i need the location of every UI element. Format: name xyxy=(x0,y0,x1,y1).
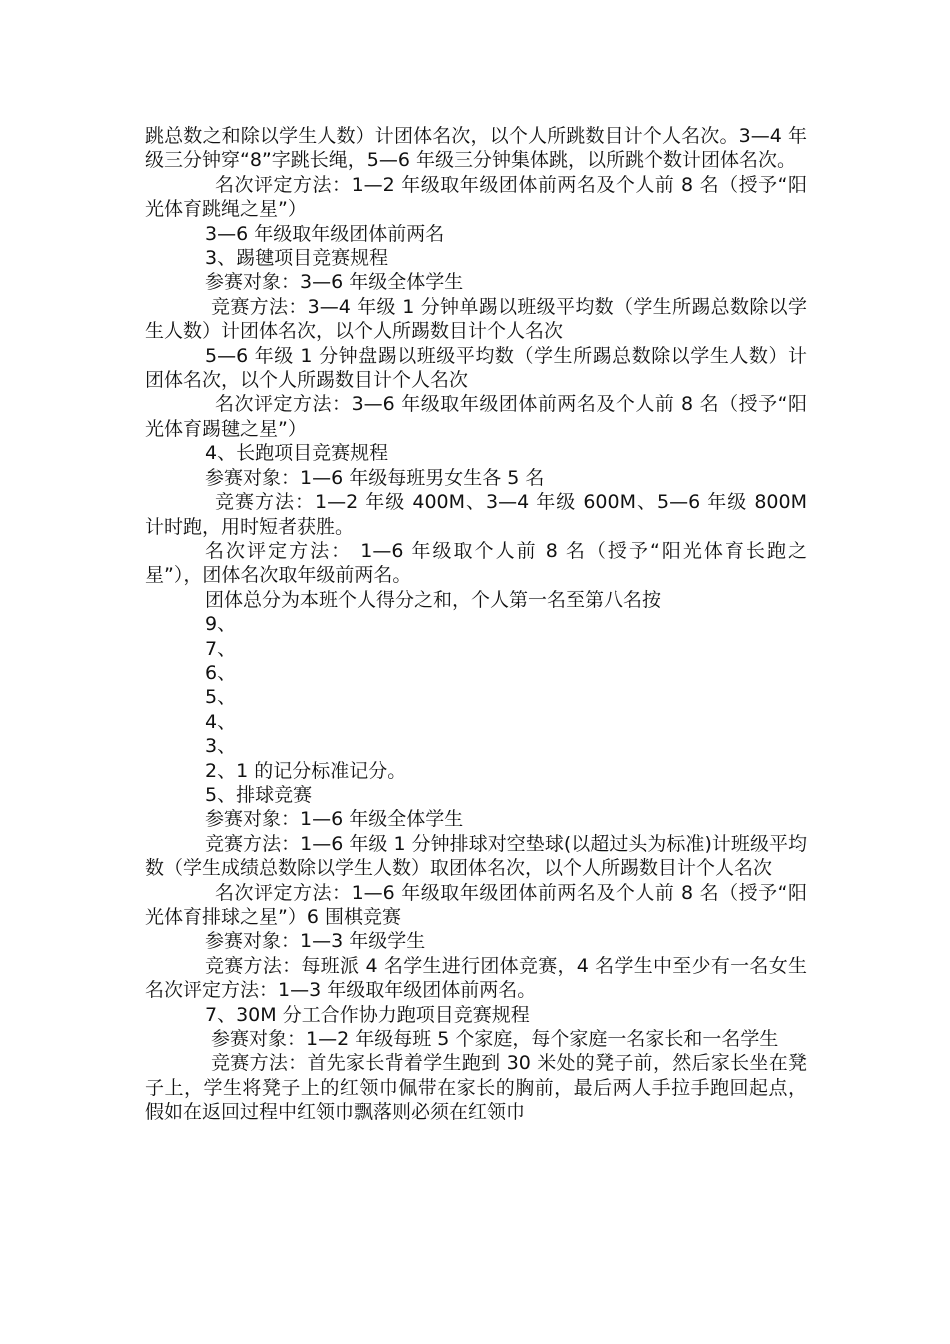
score-item: 3、 xyxy=(205,735,237,758)
paragraph: 参赛对象：3—6 年级全体学生 xyxy=(205,271,464,294)
paragraph: 竞赛方法：1—2 年级 400M、3—4 年级 600M、5—6 年级 800M 计时跑，用时短者获胜。 xyxy=(145,491,807,538)
paragraph: 跳总数之和除以学生人数）计团体名次，以个人所跳数目计个人名次。3—4 年级三分钟穿“8”字跳长绳，5—6 年级三分钟集体跳，以所跳个数计团体名次。 xyxy=(145,125,807,172)
score-item: 7、 xyxy=(205,637,237,660)
paragraph: 参赛对象：1—6 年级全体学生 xyxy=(205,808,464,831)
paragraph: 名次评定方法：1—2 年级取年级团体前两名及个人前 8 名（授予“阳光体育跳绳之星”） xyxy=(145,173,807,221)
paragraph: 3—6 年级取年级团体前两名 xyxy=(205,222,445,245)
paragraph: 参赛对象：1—2 年级每班 5 个家庭，每个家庭一名家长和一名学生 xyxy=(211,1028,779,1051)
paragraph: 竞赛方法：1—6 年级 1 分钟排球对空垫球(以超过头为标准)计班级平均数（学生成绩总数除以学生人数）取团体名次，以个人所踢数目计个人名次 xyxy=(145,832,807,880)
score-item: 6、 xyxy=(205,661,237,684)
paragraph: 名次评定方法：3—6 年级取年级团体前两名及个人前 8 名（授予“阳光体育踢毽之星”） xyxy=(145,393,807,440)
score-item: 5、 xyxy=(205,686,237,709)
paragraph: 名次评定方法： 1—6 年级取个人前 8 名（授予“阳光体育长跑之星”），团体名次取年级前两名。 xyxy=(145,539,807,587)
paragraph: 参赛对象：1—3 年级学生 xyxy=(205,930,426,953)
paragraph: 5—6 年级 1 分钟盘踢以班级平均数（学生所踢总数除以学生人数）计团体名次，以个人所踢数目计个人名次 xyxy=(145,344,807,392)
paragraph: 团体总分为本班个人得分之和，个人第一名至第八名按 xyxy=(205,588,662,611)
paragraph: 名次评定方法：1—6 年级取年级团体前两名及个人前 8 名（授予“阳光体育排球之星”）6 围棋竞赛 xyxy=(145,881,807,928)
document-body xyxy=(145,124,807,1125)
section-heading: 7、30M 分工合作协力跑项目竞赛规程 xyxy=(205,1003,530,1026)
paragraph: 竞赛方法：3—4 年级 1 分钟单踢以班级平均数（学生所踢总数除以学生人数）计团体名次，以个人所踢数目计个人名次 xyxy=(145,295,807,343)
section-heading: 3、踢毽项目竞赛规程 xyxy=(205,247,389,270)
score-item: 4、 xyxy=(205,710,237,733)
paragraph: 2、1 的记分标准记分。 xyxy=(205,759,407,782)
paragraph: 竞赛方法：首先家长背着学生跑到 30 米处的凳子前，然后家长坐在凳子上，学生将凳子上的红领巾佩带在家长的胸前，最后两人手拉手跑回起点，假如在返回过程中红领巾飘落则必须在红领巾 xyxy=(145,1052,807,1124)
score-item: 9、 xyxy=(205,613,237,636)
section-heading: 4、长跑项目竞赛规程 xyxy=(205,442,389,465)
section-heading: 5、排球竞赛 xyxy=(205,783,313,806)
paragraph: 竞赛方法：每班派 4 名学生进行团体竞赛，4 名学生中至少有一名女生 名次评定方法：1—3 年级取年级团体前两名。 xyxy=(145,954,807,1002)
paragraph: 参赛对象：1—6 年级每班男女生各 5 名 xyxy=(205,466,545,489)
